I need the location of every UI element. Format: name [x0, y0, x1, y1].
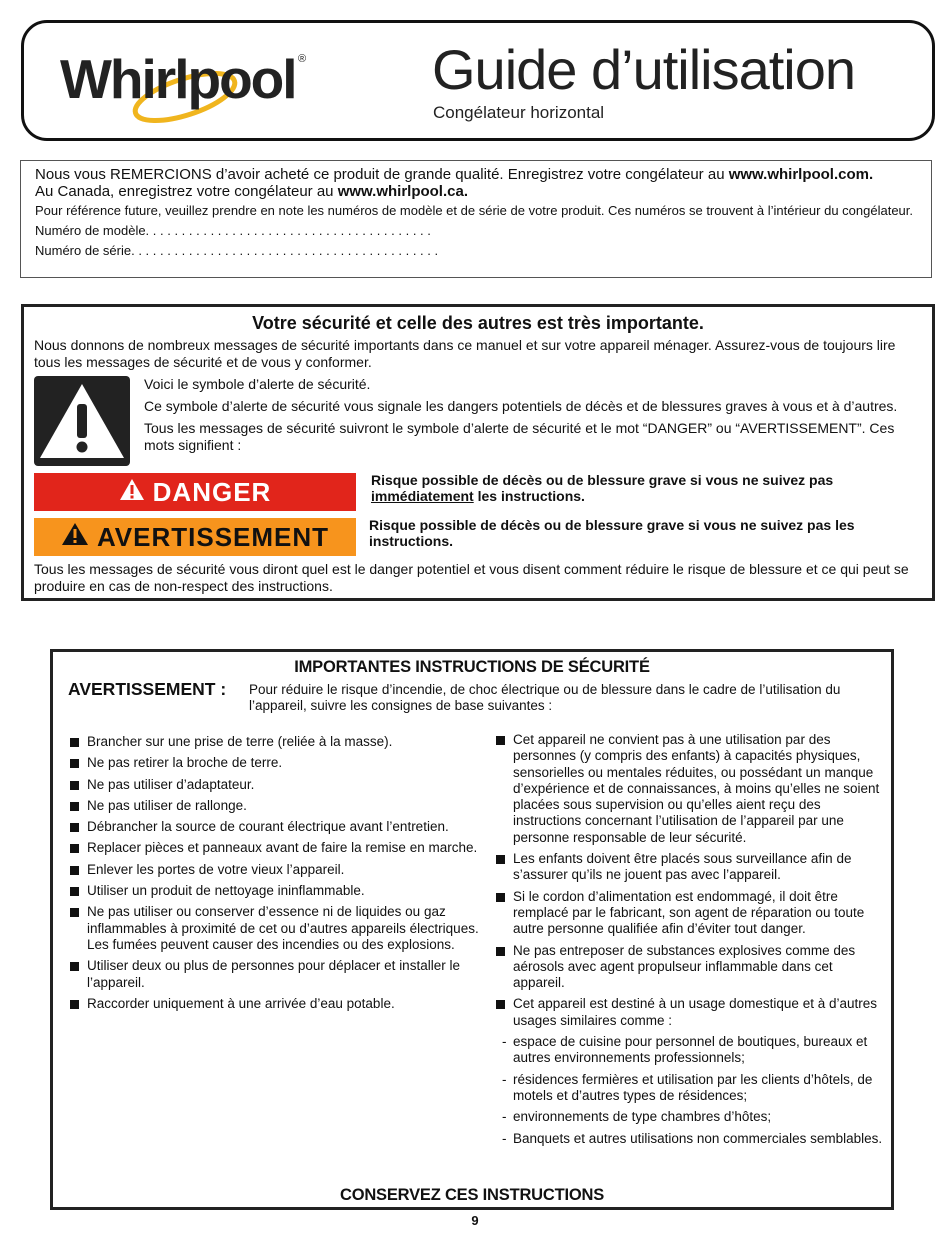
- symbol-line-1: Voici le symbole d’alerte de sécurité.: [144, 376, 371, 392]
- list-item-text: Raccorder uniquement à une arrivée d’eau potable.: [87, 995, 395, 1011]
- registration-text-1: Nous vous REMERCIONS d’avoir acheté ce produit de grande qualité. Enregistrez votre congélateur au: [35, 166, 729, 183]
- instructions-left-column: [69, 734, 479, 1017]
- instructions-right-column: [495, 732, 885, 1152]
- list-item: [69, 840, 479, 856]
- square-bullet-icon: [70, 908, 79, 917]
- warning-label: AVERTISSEMENT: [96, 521, 330, 552]
- list-item: [495, 996, 885, 1029]
- sub-list-item-text: environnements de type chambres d’hôtes;: [513, 1109, 772, 1125]
- sub-list-item: [495, 1131, 885, 1147]
- sub-list-item: [495, 1109, 885, 1125]
- square-bullet-icon: [70, 887, 79, 896]
- registration-note: Pour référence future, veuillez prendre en note les numéros de modèle et de série de votre produit. Ces numéros se trouvent à l’intérieur du congélateur.: [35, 203, 914, 218]
- sub-list-item-text: espace de cuisine pour personnel de boutiques, bureaux et autres environnements professionnels;: [513, 1034, 868, 1066]
- square-bullet-icon: [70, 802, 79, 811]
- registration-text-2: Au Canada, enregistrez votre congélateur au: [35, 183, 338, 200]
- list-item-text: Ne pas utiliser de rallonge.: [87, 797, 247, 813]
- square-bullet-icon: [70, 844, 79, 853]
- list-item-text: Utiliser un produit de nettoyage ininflammable.: [87, 883, 365, 899]
- danger-label: DANGER: [152, 476, 272, 507]
- list-item-text: Les enfants doivent être placés sous surveillance afin de s’assurer qu’ils ne jouent pas avec l’appareil.: [513, 851, 852, 883]
- list-item-text: Si le cordon d’alimentation est endommagé, il doit être remplacé par le fabricant, son agent de réparation ou toute autre personne qualifiée afin d’éviter tout danger.: [513, 888, 865, 937]
- document-title: Guide d’utilisation: [432, 38, 856, 101]
- square-bullet-icon: [70, 1000, 79, 1009]
- list-item: [495, 732, 885, 846]
- square-bullet-icon: [496, 947, 505, 956]
- list-item: [69, 755, 479, 771]
- safety-intro: Nous donnons de nombreux messages de sécurité importants dans ce manuel et sur votre appareil ménager. Assurez-vous de toujours lire tous les messages de sécurité et de vous y conformer.: [34, 337, 896, 370]
- safety-outro: Tous les messages de sécurité vous diront quel est le danger potentiel et vous disent comment réduire le risque de blessure et ce qui peut se produire en cas de non-respect des instructions.: [34, 561, 909, 594]
- list-item-text: Ne pas utiliser d’adaptateur.: [87, 776, 255, 792]
- whirlpool-ca-link[interactable]: www.whirlpool.ca.: [337, 183, 468, 200]
- danger-text-a: Risque possible de décès ou de blessure grave si vous ne suivez pas: [371, 472, 834, 488]
- whirlpool-com-link[interactable]: www.whirlpool.com.: [728, 166, 874, 183]
- instructions-warning-description: Pour réduire le risque d’incendie, de choc électrique ou de blessure dans le cadre de l’utilisation du l’appareil, suivre les consignes de base suivantes :: [249, 682, 841, 713]
- danger-description: [371, 472, 891, 504]
- safety-alert-icon: [34, 376, 130, 466]
- warning-triangle-icon: [61, 522, 89, 553]
- list-item: [69, 819, 479, 835]
- list-item: [69, 883, 479, 899]
- list-item-text: Ne pas retirer la broche de terre.: [87, 755, 283, 771]
- square-bullet-icon: [496, 736, 505, 745]
- list-item: [69, 958, 479, 991]
- list-item-text: Brancher sur une prise de terre (reliée à la masse).: [87, 734, 393, 749]
- list-item: [69, 734, 479, 750]
- list-item-text: Replacer pièces et panneaux avant de faire la remise en marche.: [87, 840, 478, 856]
- list-item: [69, 798, 479, 814]
- square-bullet-icon: [496, 893, 505, 902]
- document-header: [21, 20, 935, 141]
- registered-mark: ®: [298, 53, 307, 65]
- safety-heading: Votre sécurité et celle des autres est très importante.: [252, 313, 704, 333]
- warning-description: Risque possible de décès ou de blessure grave si vous ne suivez pas les instructions.: [369, 517, 855, 549]
- danger-text-b: les instructions.: [473, 488, 585, 504]
- safety-symbol-description: [144, 376, 904, 459]
- danger-text-underlined: immédiatement: [371, 488, 474, 504]
- list-item: [495, 851, 885, 884]
- list-item: [495, 889, 885, 938]
- list-item-text: Ne pas entreposer de substances explosives comme des aérosols avec agent propulseur inflammable dans cet appareil.: [513, 942, 856, 991]
- instructions-heading: IMPORTANTES INSTRUCTIONS DE SÉCURITÉ: [294, 658, 650, 676]
- important-instructions-box: [50, 649, 894, 1210]
- square-bullet-icon: [70, 866, 79, 875]
- list-item-text: Utiliser deux ou plus de personnes pour déplacer et installer le l’appareil.: [87, 958, 460, 990]
- whirlpool-logo: [60, 45, 310, 125]
- warning-label-bar: [34, 518, 356, 556]
- list-item: [69, 996, 479, 1012]
- dash-bullet: -: [502, 1109, 507, 1125]
- serial-number-field: Numéro de série. . . . . . . . . . . . . . . . . . . . . . . . . . . . . . . . . . . . . . . . . . .: [35, 243, 439, 258]
- registration-line-2: [35, 183, 917, 200]
- sub-list-item-text: résidences fermières et utilisation par les clients d’hôtels, de motels et d’autres types de résidences;: [513, 1071, 873, 1103]
- sub-list-item: [495, 1072, 885, 1105]
- list-item-text: Cet appareil ne convient pas à une utilisation par des personnes (y compris des enfants) à capacités physiques, sensorielles ou mentales réduites, ou possédant un manque d’expérience et de connaissances, à moins qu’elles ne soient placées sous supervision ou qu’elles aient reçu des instructions concernant l’utilisation de l’appareil par une personne responsable de leur sécurité.: [513, 732, 880, 845]
- square-bullet-icon: [70, 738, 79, 747]
- warning-triangle-icon: [119, 477, 145, 508]
- instructions-warning-label: AVERTISSEMENT :: [68, 679, 227, 699]
- square-bullet-icon: [496, 855, 505, 864]
- square-bullet-icon: [70, 759, 79, 768]
- dash-bullet: -: [502, 1130, 507, 1146]
- square-bullet-icon: [496, 1000, 505, 1009]
- dash-bullet: -: [502, 1034, 507, 1050]
- list-item: [69, 862, 479, 878]
- list-item: [69, 904, 479, 953]
- symbol-line-3: Tous les messages de sécurité suivront le symbole d’alerte de sécurité et le mot “DANGER” ou “AVERTISSEMENT”. Ces mots signifient :: [144, 420, 895, 453]
- page-number: 9: [471, 1213, 479, 1228]
- danger-label-bar: [34, 473, 356, 511]
- list-item-text: Débrancher la source de courant électrique avant l’entretien.: [87, 819, 449, 835]
- square-bullet-icon: [70, 781, 79, 790]
- square-bullet-icon: [70, 962, 79, 971]
- registration-box: [20, 160, 932, 278]
- list-item-text: Cet appareil est destiné à un usage domestique et à d’autres usages similaires comme :: [513, 996, 877, 1028]
- square-bullet-icon: [70, 823, 79, 832]
- document-subtitle: Congélateur horizontal: [433, 103, 605, 122]
- sub-list-item-text: Banquets et autres utilisations non commerciales semblables.: [513, 1130, 883, 1146]
- model-number-field: Numéro de modèle. . . . . . . . . . . . . . . . . . . . . . . . . . . . . . . . . . . . . . . .: [35, 223, 431, 238]
- logo-wordmark: Whirlpool: [60, 48, 296, 110]
- dash-bullet: -: [502, 1071, 507, 1087]
- conserve-instructions-footer: CONSERVEZ CES INSTRUCTIONS: [339, 1186, 605, 1204]
- list-item-text: Enlever les portes de votre vieux l’appareil.: [87, 861, 345, 877]
- sub-list-item: [495, 1034, 885, 1067]
- list-item-text: Ne pas utiliser ou conserver d’essence ni de liquides ou gaz inflammables à proximité de cet ou d’autres appareils électriques. Les fumées peuvent causer des incendies ou des explosions.: [87, 904, 479, 952]
- symbol-line-2: Ce symbole d’alerte de sécurité vous signale les dangers potentiels de décès et de blessures graves à vous et à d’autres.: [144, 398, 898, 414]
- list-item: [495, 943, 885, 992]
- safety-box: [21, 304, 935, 601]
- list-item: [69, 777, 479, 793]
- registration-line-1: [35, 166, 917, 183]
